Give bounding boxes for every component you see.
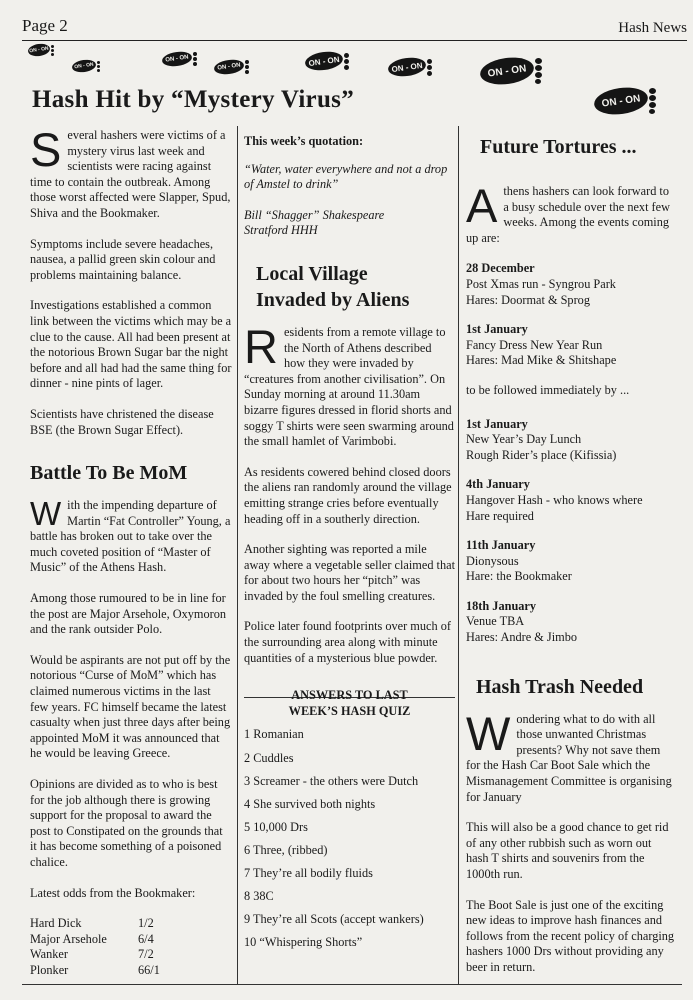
page-header — [22, 10, 687, 40]
list-item: 3 Screamer - the others were Dutch — [244, 773, 419, 788]
aliens-paragraph: Another sighting was reported a mile away where a vegetable seller claimed that for about two hours her “pitch” was invaded by the foul smelling creatures. — [244, 542, 455, 603]
trash-paragraph: The Boot Sale is just one of the exciting new ideas to improve hash finances and follows from the recent policy of charging hashers 1000 Drs without providing any beer in return. — [466, 897, 675, 974]
quiz-heading: ANSWERS TO LAST WEEK’S HASH QUIZ — [288, 688, 411, 718]
aliens-paragraph: As residents cowered behind closed doors the aliens ran randomly around the village emitting strange cries before eventually heading off in a southerly direction. — [244, 464, 452, 526]
list-item: 1st January Fancy Dress New Year Run Hares: Mad Mike & Shitshape — [466, 322, 617, 368]
footprint-label: ON - ON — [592, 84, 649, 117]
tortures-headline: Future Tortures ... — [480, 136, 637, 158]
footprint-label: ON - ON — [387, 55, 427, 78]
footprint-icon — [480, 58, 542, 84]
quiz-answers — [244, 727, 455, 950]
footprint-icon — [388, 58, 432, 76]
table-row: Hard Dick 1/2 — [30, 916, 154, 931]
drop-cap: W — [466, 706, 511, 760]
trash-headline: Hash Trash Needed — [476, 675, 644, 698]
aliens-paragraph: Residents from a remote village to the North of Athens described how they were invaded by “creatures from another civilisation”. On Sunday morning at around 11.30am bizarre figures dressed in florid shorts and soggy T shirts were seen swarming around the small hamlet of Varimbobi. — [244, 319, 454, 449]
footprint-label: ON - ON — [27, 43, 50, 58]
quotation-club: Stratford HHH — [244, 223, 318, 238]
list-item: 18th January Venue TBA Hares: Andre & Jimbo — [466, 598, 577, 645]
list-item: 4 She survived both nights — [244, 796, 376, 811]
tortures-intro: Athens hashers can look forward to a busy schedule over the next few weeks. Among the events coming up are: — [466, 179, 670, 245]
aliens-paragraph: Police later found footprints over much of the surrounding area along with minute quantities of a mysterious blue powder. — [244, 619, 451, 665]
table-row: Plonker 66/1 — [30, 962, 160, 977]
quotation-text: “Water, water everywhere and not a drop of Amstel to drink” — [244, 161, 448, 192]
column-right — [466, 136, 676, 991]
trash-paragraph: Wondering what to do with all those unwanted Christmas presents? Why not save them for the Hash Car Boot Sale which the Mismanagement Committee is organising for January — [466, 706, 672, 804]
mom-paragraph: Opinions are divided as to who is best for the job although there is growing support for the proposal to award the post to Constipated on the grounds that it has become something of a poisoned chalice. — [30, 777, 223, 869]
footprint-icon — [28, 44, 54, 56]
list-item: 28 December Post Xmas run - Syngrou Park Hares: Doormat & Sprog — [466, 261, 616, 307]
page-number: Page 2 — [22, 16, 68, 35]
list-item: 6 Three, (ribbed) — [244, 842, 328, 857]
footprint-label: ON - ON — [478, 54, 535, 87]
table-row: Wanker 7/2 — [30, 947, 154, 962]
list-item: 2 Cuddles — [244, 750, 294, 765]
table-row: Major Arsehole 6/4 — [30, 931, 154, 946]
column-rule — [237, 126, 238, 984]
drop-cap: R — [244, 319, 278, 373]
mom-paragraph: With the impending departure of Martin “Fat Controller” Young, a battle has broken out to take over the much coveted position of “Master of Music” of the Athens Hash. — [30, 495, 231, 575]
column-left — [30, 123, 232, 979]
column-middle — [244, 134, 455, 958]
publication-name: Hash News — [618, 20, 687, 36]
mom-paragraph: Among those rumoured to be in line for the post are Major Arsehole, Oxymoron and the rank outsider Polo. — [30, 591, 227, 637]
drop-cap: A — [466, 179, 498, 232]
lead-paragraph: Symptoms include severe headaches, nausea, a pallid green skin colour and problems maintaining balance. — [30, 236, 216, 282]
quotation-heading: This week’s quotation: — [244, 134, 364, 148]
odds-intro: Latest odds from the Bookmaker: — [30, 885, 196, 900]
quotation-author: Bill “Shagger” Shakespeare — [244, 207, 385, 222]
list-item: to be followed immediately by ... — [466, 382, 630, 397]
lead-paragraph: Several hashers were victims of a mystery virus last week and scientists were racing against time to contain the outbreak. Among those worst affected were Slapper, Spud, Shiva and the Bookmaker. — [30, 123, 231, 220]
footprint-label: ON - ON — [161, 50, 193, 68]
footprint-icon — [214, 60, 249, 74]
list-item: 1 Romanian — [244, 727, 304, 742]
footprint-label: ON - ON — [213, 58, 245, 76]
footprint-label: ON - ON — [304, 49, 344, 72]
list-item: 1st January New Year’s Day Lunch Rough Rider’s place (Kifissia) — [466, 416, 617, 462]
list-item: 9 They’re all Scots (accept wankers) — [244, 912, 424, 927]
lead-paragraph: Scientists have christened the disease BSE (the Brown Sugar Effect). — [30, 406, 214, 437]
list-item: 8 38C — [244, 889, 274, 904]
header-rule — [22, 40, 687, 41]
footprint-icon — [594, 88, 656, 114]
list-item: 11th January Dionysous Hare: the Bookmaker — [466, 538, 572, 584]
drop-cap: W — [30, 495, 62, 533]
lead-headline: Hash Hit by “Mystery Virus” — [32, 86, 354, 113]
column-rule — [458, 126, 459, 984]
trash-paragraph: This will also be a good chance to get rid of any other rubbish such as worn out hash T shirts and souvenirs from the 1000th run. — [466, 820, 669, 881]
list-item: 5 10,000 Drs — [244, 819, 308, 834]
list-item: 4th January Hangover Hash - who knows where Hare required — [466, 477, 643, 523]
footprint-icon — [72, 60, 100, 72]
list-item: 10 “Whispering Shorts” — [244, 935, 363, 950]
aliens-headline: Local Village Invaded by Aliens — [256, 262, 410, 311]
drop-cap: S — [30, 123, 62, 176]
footprint-icon — [162, 52, 197, 66]
footprint-icon — [305, 52, 349, 70]
lead-paragraph: Investigations established a common link between the victims which may be a clue to the cause. All had been present at the notorious Brown Sugar bar the night before and all had had the same thing for dinner - nine pints of lager. — [30, 298, 232, 391]
odds-table — [30, 916, 160, 978]
mom-paragraph: Would be aspirants are not put off by the notorious “Curse of MoM” which has claimed numerous victims in the last few years. FC himself became the latest casualty when just three days after being appointed MoM it was announced that he would be leaving Greece. — [30, 652, 231, 761]
list-item: 7 They’re all bodily fluids — [244, 866, 373, 880]
mom-headline: Battle To Be MoM — [30, 462, 188, 485]
footprint-label: ON - ON — [71, 58, 96, 73]
